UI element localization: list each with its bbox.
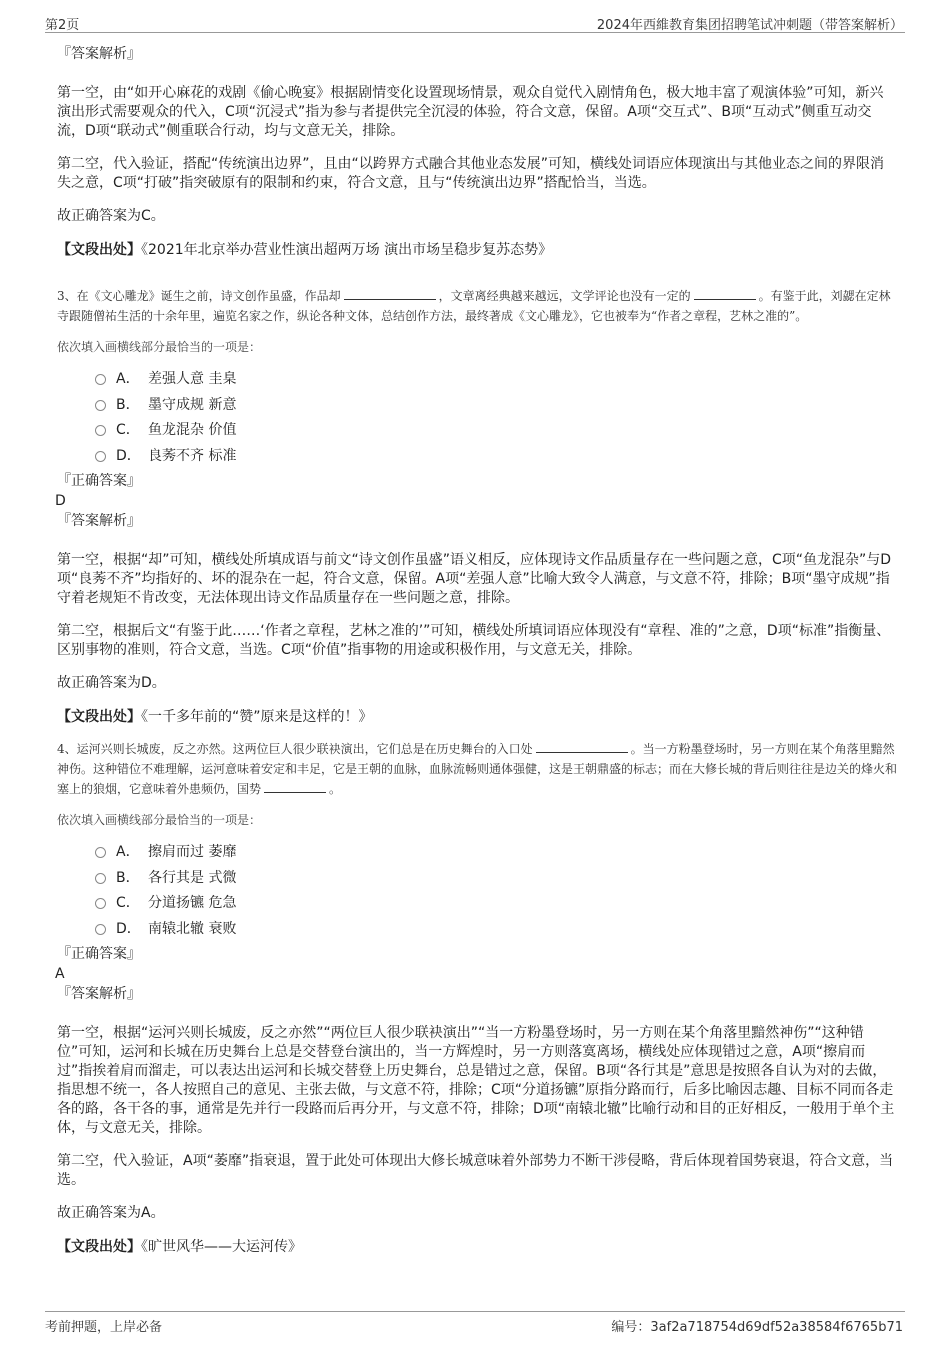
question-text: 。有鉴于此，刘勰在定林寺跟随僧祐生活的十余年里，遍览名家之作，纵论各种文体，总结创作方法，最终著成《文心雕龙》，它也被奉为“作者之章程，艺林之准的”。 bbox=[57, 289, 891, 323]
question-4-stem bbox=[57, 739, 897, 799]
correct-answer-label: 『正确答案』 bbox=[57, 946, 141, 962]
correct-answer: D bbox=[55, 493, 66, 509]
analysis-paragraph: 第一空，根据“却”可知，横线处所填成语与前文“诗文创作虽盛”语义相反，应体现诗文作品质量存在一些问题之意，C项“鱼龙混杂”与D项“良莠不齐”均指好的、坏的混杂在一起，符合文意，保留。A项“差强人意”比喻大致令人满意，与文意不符，排除；B项“墨守成规”指守着老规矩不肯改变，无法体现出诗文作品质量存在一些问题之意，排除。 bbox=[57, 552, 892, 606]
source-title: 《2021年北京举办营业性演出超两万场 演出市场呈稳步复苏态势》 bbox=[141, 242, 553, 258]
source-label: 【文段出处】 bbox=[57, 709, 141, 725]
page-footer bbox=[45, 1311, 905, 1334]
radio-icon[interactable] bbox=[95, 400, 106, 411]
option-d[interactable]: D． 良莠不齐 标准 bbox=[95, 446, 897, 472]
question-text: 4、运河兴则长城废，反之亦然。这两位巨人很少联袂演出，它们总是在历史舞台的入口处 bbox=[57, 742, 533, 756]
option-list bbox=[95, 842, 897, 944]
analysis-paragraph: 第一空，由“如开心麻花的戏剧《偷心晚宴》根据剧情变化设置现场情景，观众自觉代入剧情角色，极大地丰富了观演体验”可知，新兴演出形式需要观众的代入，C项“沉浸式”指为参与者提供完全沉浸的体验，符合文意，保留。A项“交互式”、B项“互动式”侧重互动交流，D项“联动式”侧重联合行动，均与文意无关，排除。 bbox=[57, 85, 884, 139]
fill-blank bbox=[694, 287, 756, 300]
analysis-conclusion: 故正确答案为A。 bbox=[57, 1205, 165, 1221]
radio-icon[interactable] bbox=[95, 924, 106, 935]
fill-blank bbox=[344, 287, 436, 300]
option-a[interactable]: A． 差强人意 圭臬 bbox=[95, 369, 897, 395]
radio-icon[interactable] bbox=[95, 898, 106, 909]
question-instruction: 依次填入画横线部分最恰当的一项是： bbox=[57, 340, 262, 354]
option-c[interactable]: C． 分道扬镳 危急 bbox=[95, 893, 897, 919]
correct-answer-label: 『正确答案』 bbox=[57, 473, 141, 489]
code-value: 3af2a718754d69df52a38584f6765b71 bbox=[650, 1320, 903, 1335]
page-content bbox=[57, 44, 897, 1257]
source-citation bbox=[57, 707, 897, 727]
analysis-paragraph: 第二空，代入验证，搭配“传统演出边界”，且由“以跨界方式融合其他业态发展”可知，横线处词语应体现演出与其他业态之间的界限消失之意，C项“打破”指突破原有的限制和约束，符合文意，且与“传统演出边界”搭配恰当，当选。 bbox=[57, 156, 885, 191]
option-d[interactable]: D． 南辕北辙 衰败 bbox=[95, 919, 897, 945]
option-a[interactable]: A． 擦肩而过 萎靡 bbox=[95, 842, 897, 868]
question-text: ，文章离经典越来越远，文学评论也没有一定的 bbox=[438, 289, 691, 303]
page-number: 第2页 bbox=[45, 18, 80, 33]
analysis-conclusion: 故正确答案为C。 bbox=[57, 208, 165, 224]
option-b[interactable]: B． 各行其是 式微 bbox=[95, 868, 897, 894]
code-label: 编号： bbox=[611, 1320, 651, 1335]
analysis-conclusion: 故正确答案为D。 bbox=[57, 675, 166, 691]
radio-icon[interactable] bbox=[95, 847, 106, 858]
document-title: 2024年西維教育集团招聘笔试冲刺题（带答案解析） bbox=[596, 18, 903, 33]
radio-icon[interactable] bbox=[95, 451, 106, 462]
correct-answer: A bbox=[55, 966, 65, 982]
source-title: 《旷世风华——大运河传》 bbox=[141, 1239, 302, 1255]
fill-blank bbox=[264, 780, 326, 793]
source-citation bbox=[57, 240, 897, 260]
answer-analysis-label: 『答案解析』 bbox=[57, 513, 141, 529]
source-title: 《一千多年前的“赞”原来是这样的！》 bbox=[141, 709, 373, 725]
question-text: 。 bbox=[329, 782, 342, 796]
question-3-stem bbox=[57, 286, 897, 326]
analysis-paragraph: 第二空，代入验证，A项“萎靡”指衰退，置于此处可体现出大修长城意味着外部势力不断干涉侵略，背后体现着国势衰退，符合文意，当选。 bbox=[57, 1153, 894, 1188]
question-text: 3、在《文心雕龙》诞生之前，诗文创作虽盛，作品却 bbox=[57, 289, 341, 303]
fill-blank bbox=[536, 740, 628, 753]
source-label: 【文段出处】 bbox=[57, 242, 141, 258]
option-c[interactable]: C． 鱼龙混杂 价值 bbox=[95, 420, 897, 446]
footer-note: 考前押题，上岸必备 bbox=[45, 1320, 163, 1335]
analysis-paragraph: 第一空，根据“运河兴则长城废，反之亦然”“两位巨人很少联袂演出”“当一方粉墨登场时，另一方则在某个角落里黯然神伤”“这种错位”可知，运河和长城在历史舞台上总是交替登台演出的，当一方辉煌时，另一方则落寞离场，横线处应体现错过之意，A项“擦肩而过”指挨着肩而溜走，可以表达出运河和长城交替登上历史舞台，总是错过之意，保留。B项“各行其是”意思是按照各自认为对的去做，指思想不统一，各人按照自己的意见、主张去做，与文意不符，排除；C项“分道扬镳”原指分路而行，后多比喻因志趣、目标不同而各走各的路，各干各的事，通常是先并行一段路而后再分开，与文意不符，排除；D项“南辕北辙”比喻行动和目的正好相反，一般用于单个主体，与文意无关，排除。 bbox=[57, 1025, 895, 1136]
page-header bbox=[45, 12, 905, 33]
option-list bbox=[95, 369, 897, 471]
analysis-paragraph: 第二空，根据后文“有鉴于此……‘作者之章程，艺林之准的’”可知，横线处所填词语应体现没有“章程、准的”之意，D项“标准”指衡量、区别事物的准则，符合文意，当选。C项“价值”指事物的用途或积极作用，与文意无关，排除。 bbox=[57, 623, 891, 658]
radio-icon[interactable] bbox=[95, 873, 106, 884]
option-b[interactable]: B． 墨守成规 新意 bbox=[95, 395, 897, 421]
question-instruction: 依次填入画横线部分最恰当的一项是： bbox=[57, 813, 262, 827]
answer-analysis-label: 『答案解析』 bbox=[57, 986, 141, 1002]
answer-analysis-label: 『答案解析』 bbox=[57, 46, 141, 62]
radio-icon[interactable] bbox=[95, 374, 106, 385]
radio-icon[interactable] bbox=[95, 425, 106, 436]
source-label: 【文段出处】 bbox=[57, 1239, 141, 1255]
question-text: 。当一方粉墨登场时，另一方则在某个角落里黯然神伤。这种错位不难理解，运河意味着安定和丰足，它是王朝的血脉，血脉流畅则通体强健，这是王朝鼎盛的标志；而在大修长城的背后则往往是边关的烽火和塞上的狼烟，它意味着外患频仍，国势 bbox=[57, 742, 898, 796]
source-citation bbox=[57, 1237, 897, 1257]
document-code bbox=[611, 1316, 903, 1335]
